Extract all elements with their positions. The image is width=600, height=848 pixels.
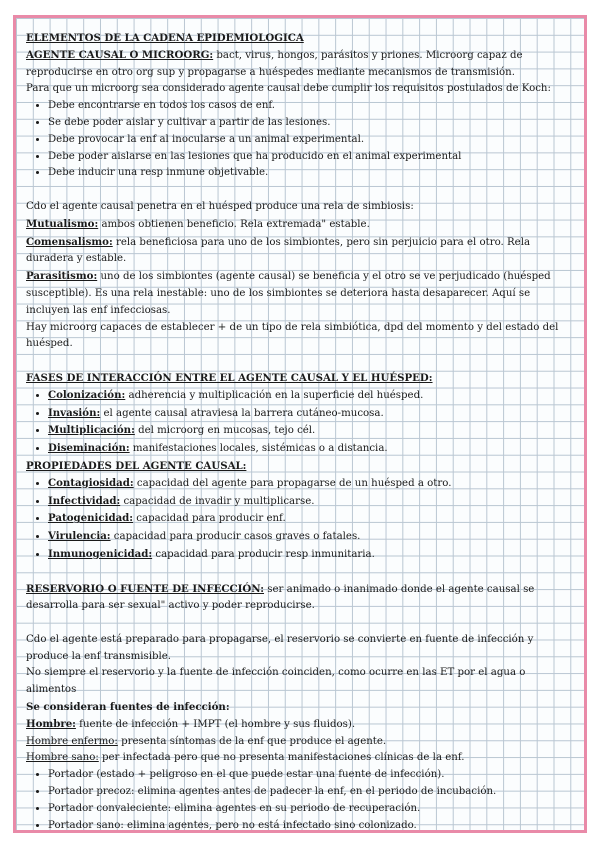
spacer [26,182,576,199]
propiedades-list [26,475,576,564]
list-item: • Colonización: adherencia y multiplicación en la superficie del huésped. [48,387,576,405]
list-item: • Inmunogenicidad: capacidad para producir resp inmunitaria. [48,546,576,564]
fuente-paragraph-1: Cdo el agente está preparado para propagarse, el reservorio se convierte en fuente de infección y produce la enf transmisible. [26,633,534,662]
list-item: • Diseminación: manifestaciones locales, sistémicas o a distancia. [48,440,576,458]
list-item: • Contagiosidad: capacidad del agente para propagarse de un huésped a otro. [48,475,576,493]
list-item: • Portador (estado + peligroso en el que puede estar una fuente de infección). [48,767,576,784]
list-item: • Debe inducir una resp inmune objetivable. [48,165,576,182]
fuentes-heading: Se consideran fuentes de infección: [26,701,230,714]
comensalismo-label: Comensalismo: [26,235,113,248]
mutualismo-paragraph [26,216,576,234]
spacer [26,353,576,370]
agente-causal-paragraph [26,47,576,82]
spacer [26,564,576,581]
fases-list [26,387,576,458]
simbiosis-note: Hay microorg capaces de establecer + de un tipo de rela simbiótica, dpd del momento y del estado del huésped. [26,321,559,350]
agente-causal-label: AGENTE CAUSAL O MICROORG: [26,48,214,61]
spacer [26,615,576,632]
parasitismo-label: Parasitismo: [26,270,98,283]
document-content [26,30,576,833]
reservorio-label: RESERVORIO O FUENTE DE INFECCIÓN: [26,582,265,595]
list-item: • Invasión: el agente causal atraviesa la barrera cutáneo-mucosa. [48,405,576,423]
fuente-paragraph-2: No siempre el reservorio y la fuente de infección coinciden, como ocurre en las ET por el agua o alimentos [26,667,526,696]
parasitismo-paragraph [26,268,576,319]
list-item: • Debe provocar la enf al inocularse a un animal experimental. [48,132,576,149]
fases-heading: FASES DE INTERACCIÓN ENTRE EL AGENTE CAUSAL Y EL HUÉSPED: [26,371,433,384]
reservorio-text: ser animado o inanimado donde el agente causal se desarrolla para ser sexual" activo y poder reproducirse. [26,583,535,612]
list-item: • Portador precoz: elimina agentes antes de padecer la enf, en el periodo de incubación. [48,784,576,801]
list-item: • Portador convaleciente: elimina agentes en su periodo de recuperación. [48,801,576,818]
reservorio-paragraph [26,581,576,616]
comensalismo-paragraph [26,234,576,269]
list-item: • Virulencia: capacidad para producir casos graves o fatales. [48,528,576,546]
list-item: • Se debe poder aislar y cultivar a partir de las lesiones. [48,115,576,132]
mutualismo-label: Mutualismo: [26,217,99,230]
list-item: • Multiplicación: del microorg en mucosas, tejo cél. [48,422,576,440]
list-item: • Portador sano: elimina agentes, pero no está infectado sino colonizado. [48,818,576,833]
koch-intro: Para que un microorg sea considerado agente causal debe cumplir los requisitos postulados de Koch: [26,83,551,95]
hombre-paragraph: Hombre: fuente de infección + IMPT (el hombre y sus fluidos). [26,717,356,730]
list-item: • Debe encontrarse en todos los casos de enf. [48,98,576,115]
comensalismo-text: rela beneficiosa para uno de los simbiontes, pero sin perjuicio para el otro. Rela duradera y estable. [26,236,531,265]
mutualismo-text: ambos obtienen beneficio. Rela extremada" estable. [98,218,370,230]
list-item: • Debe poder aislarse en las lesiones que ha producido en el animal experimental [48,149,576,166]
parasitismo-text: uno de los simbiontes (agente causal) se beneficia y el otro se ve perjudicado (huésped susceptible). Es una rela inestable: uno de los simbiontes se deteriora hasta desaparecer. Aquí se incluyen las enf infecciosas. [26,271,551,316]
list-item: • Patogenicidad: capacidad para producir enf. [48,510,576,528]
hombre-sano-paragraph: Hombre sano: per infectada pero que no presenta manifestaciones clínicas de la enf. [26,752,465,764]
notebook-page [13,15,587,833]
list-item: • Infectividad: capacidad de invadir y multiplicarse. [48,493,576,511]
simbiosis-intro: Cdo el agente causal penetra en el huésped produce una rela de simbiosis: [26,200,414,212]
hombre-enfermo-paragraph: Hombre enfermo: presenta síntomas de la enf que produce el agente. [26,735,387,747]
koch-list [26,98,576,182]
propiedades-heading: PROPIEDADES DEL AGENTE CAUSAL: [26,459,247,472]
agente-causal-text: bact, virus, hongos, parásitos y priones. Microorg capaz de reproducirse en otro org sup y propagarse a huéspedes mediante mecanismos de transmisión. [26,49,523,78]
document-title: ELEMENTOS DE LA CADENA EPIDEMIOLOGICA [26,32,304,44]
portadores-list [26,767,576,833]
